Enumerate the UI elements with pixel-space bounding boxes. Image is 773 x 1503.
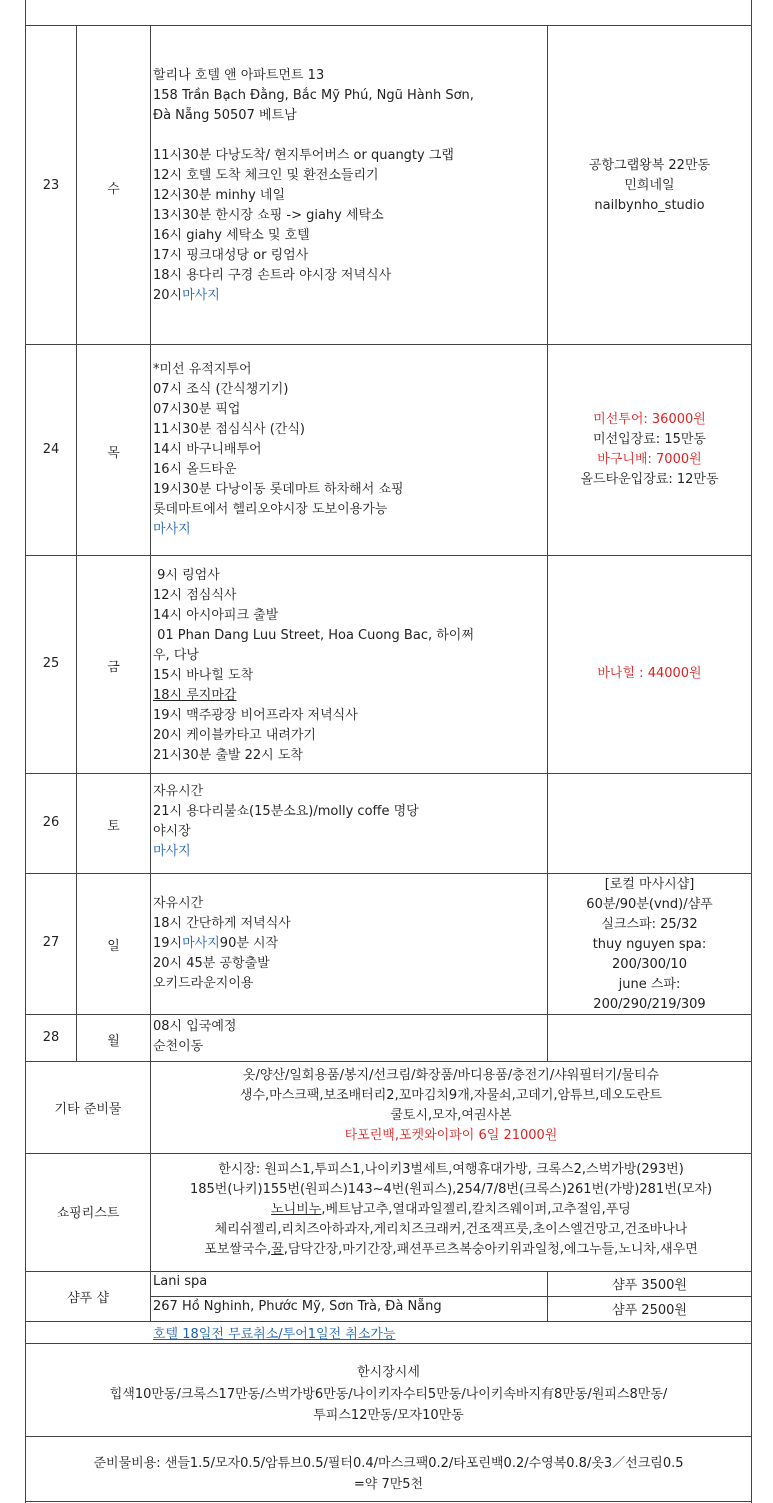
etc-list (151, 1066, 751, 1146)
line-text: 쿨토시,모자,여권사본 (390, 1108, 512, 1123)
line-text: 9시 링엄사 (153, 568, 220, 583)
text-line (153, 666, 474, 686)
line-text: 타포린백, (344, 1128, 399, 1143)
schedule-list (153, 66, 474, 306)
text-line (151, 1086, 751, 1106)
line-text: 07시30분 픽업 (153, 402, 241, 417)
line-text: 미선입장료: 15만동 (593, 432, 706, 447)
text-line (548, 410, 751, 430)
line-text: 야시장 (153, 824, 191, 839)
text-line (548, 895, 751, 915)
text-line (153, 1017, 236, 1037)
notes-list (548, 664, 751, 684)
line-text: 11시30분 다낭도착/ 현지투어버스 or quangty 그랩 (153, 148, 454, 163)
text-line (151, 1200, 751, 1220)
etc-label: 기타 준비물 (54, 1102, 122, 1117)
text-line (151, 1066, 751, 1086)
line-text: 포보쌀국수, (204, 1242, 272, 1257)
line-text: nailbynho_studio (594, 198, 705, 213)
shampoo-shop-name: Lani spa (153, 1274, 208, 1289)
text-line (153, 86, 474, 106)
text-line (548, 915, 751, 935)
line-text: 200/290/219/309 (593, 997, 706, 1012)
text-line (153, 954, 291, 974)
text-line (153, 706, 474, 726)
underlined-text: 노니비누 (271, 1202, 322, 1217)
day-number: 23 (42, 178, 60, 193)
line-text: 19시 (153, 936, 183, 951)
line-text: 20시 케이블카타고 내려가기 (153, 728, 316, 743)
line-text: 15시 바나힐 도착 (153, 668, 254, 683)
line-text: 공항그랩왕복 22만동 (588, 158, 711, 173)
day-number: 28 (42, 1030, 60, 1045)
schedule-list (153, 360, 404, 540)
line-text: 16시 올드타운 (153, 462, 237, 477)
text-line (153, 420, 404, 440)
massage-link-text: 마사지 (153, 844, 191, 859)
line-text: 바구니배: 7000원 (597, 452, 702, 467)
text-line (153, 400, 404, 420)
text-line (153, 606, 474, 626)
text-line (153, 500, 404, 520)
text-line (548, 470, 751, 490)
cancel-policy-link[interactable]: 호텔 18일전 무료취소/투어1일전 취소가능 (153, 1327, 396, 1342)
text-line (548, 176, 751, 196)
text-line (151, 1180, 751, 1200)
line-text: 14시 아시아피크 출발 (153, 608, 279, 623)
shopping-list (151, 1160, 751, 1260)
text-line (153, 380, 404, 400)
line-text: 할리나 호텔 앤 아파트먼트 13 (153, 68, 325, 83)
text-line (151, 1220, 751, 1240)
day-number: 26 (42, 815, 60, 830)
line-text: 자유시간 (153, 896, 204, 911)
text-line (153, 842, 419, 862)
massage-link-text: 마사지 (182, 288, 220, 303)
line-text: 오키드라운지이용 (153, 976, 254, 991)
text-line (153, 802, 419, 822)
shampoo-shop-address: 267 Hồ Nghinh, Phước Mỹ, Sơn Trà, Đà Nẵng (153, 1299, 442, 1314)
market-price-line: 힙색10만동/크록스17만동/스벅가방6만동/나이키자수티5만동/나이키속바지有8만동/원피스8만동/ (109, 1387, 668, 1402)
line-text: 18시 간단하게 저녁식사 (153, 916, 291, 931)
line-text: 200/300/10 (612, 957, 687, 972)
text-line (153, 520, 404, 540)
weekday: 금 (107, 660, 120, 675)
text-line (153, 566, 474, 586)
text-line (153, 586, 474, 606)
schedule-list (153, 894, 291, 994)
highlight-text: 포켓와이파이 6일 21000원 (399, 1128, 558, 1143)
schedule-list (153, 1017, 236, 1057)
schedule-list (153, 566, 474, 766)
text-line (548, 995, 751, 1015)
line-text: 20시 (153, 288, 183, 303)
text-line (151, 1240, 751, 1260)
text-line (153, 934, 291, 954)
line-text: 13시30분 한시장 쇼핑 -> giahy 세탁소 (153, 208, 384, 223)
text-line (548, 875, 751, 895)
market-price-title: 한시장시세 (357, 1365, 420, 1380)
line-text: ,담닥간장,마기간장,패션푸르츠복숭아키위과일청,에그누들,노니차,새우면 (283, 1242, 698, 1257)
text-line (153, 440, 404, 460)
market-price-line: 투피스12만동/모자10만동 (313, 1408, 464, 1423)
line-text: *미선 유적지투어 (153, 362, 252, 377)
text-line (153, 746, 474, 766)
text-line (153, 822, 419, 842)
line-text: 158 Trần Bạch Đằng, Bắc Mỹ Phú, Ngũ Hành Sơn, (153, 88, 474, 103)
notes-list (548, 875, 751, 1015)
line-text: ,베트남고추,열대과일젤리,칼치즈웨이퍼,고추절임,푸딩 (321, 1202, 631, 1217)
line-text: 11시30분 점심식사 (간식) (153, 422, 305, 437)
text-line (153, 206, 474, 226)
text-line (153, 1037, 236, 1057)
line-text: 08시 입국예정 (153, 1019, 237, 1034)
line-text: 우, 다낭 (153, 648, 199, 663)
text-line (153, 686, 474, 706)
text-line (153, 480, 404, 500)
text-line (153, 186, 474, 206)
schedule-list (153, 782, 419, 862)
line-text: 순천이동 (153, 1039, 204, 1054)
line-text: june 스파: (618, 977, 681, 992)
line-text: 14시 바구니배투어 (153, 442, 262, 457)
notes-list (548, 410, 751, 490)
line-text: 12시 점심식사 (153, 588, 237, 603)
text-line (151, 1106, 751, 1126)
line-text: 20시 45분 공항출발 (153, 956, 270, 971)
day-number: 24 (42, 442, 60, 457)
line-text: 미선투어: 36000원 (593, 412, 706, 427)
text-line (153, 266, 474, 286)
text-line (153, 246, 474, 266)
text-line (548, 450, 751, 470)
text-line (153, 914, 291, 934)
weekday: 수 (107, 182, 120, 197)
line-text: 12시30분 minhy 네일 (153, 188, 286, 203)
line-text: 18시 루지마감 (153, 688, 237, 703)
line-text: thuy nguyen spa: (592, 937, 707, 952)
line-text: 07시 조식 (간식챙기기) (153, 382, 289, 397)
text-line (153, 974, 291, 994)
text-line (153, 782, 419, 802)
text-line (153, 126, 474, 146)
weekday: 일 (107, 939, 120, 954)
weekday: 토 (107, 819, 120, 834)
text-line (153, 646, 474, 666)
line-text: 민희네일 (624, 178, 675, 193)
line-text: 옷/양산/일회용품/봉지/선크림/화장품/바디용품/충전기/샤워필터기/물티슈 (242, 1068, 660, 1083)
shopping-label: 쇼핑리스트 (56, 1206, 120, 1221)
massage-link-text: 마사지 (153, 522, 191, 537)
text-line (151, 1160, 751, 1180)
text-line (153, 66, 474, 86)
shampoo-price: 샴푸 2500원 (612, 1303, 687, 1318)
line-text: 90분 시작 (219, 936, 279, 951)
line-text: 21시 용다리불쇼(15분소요)/molly coffe 명당 (153, 804, 419, 819)
day-number: 25 (42, 656, 60, 671)
line-text: 12시 호텔 도착 체크인 및 환전소들리기 (153, 168, 379, 183)
text-line (153, 460, 404, 480)
line-text: 체리쉬젤리,리치즈아하과자,게리치즈크래커,건조잭프룻,초이스엘건망고,건조바나나 (214, 1222, 688, 1237)
text-line (153, 360, 404, 380)
line-text: 실크스파: 25/32 (601, 917, 698, 932)
text-line (153, 226, 474, 246)
text-line (153, 166, 474, 186)
text-line (153, 286, 474, 306)
line-text: 생수,마스크팩,보조배터리2,꼬마김치9개,자물쇠,고데기,암튜브,데오도란트 (239, 1088, 663, 1103)
text-line (548, 156, 751, 176)
weekday: 목 (107, 446, 120, 461)
day-number: 27 (42, 935, 60, 950)
text-line (548, 196, 751, 216)
line-text: 올드타운입장료: 12만동 (580, 472, 719, 487)
line-text: 바나힐 : 44000원 (597, 666, 702, 681)
text-line (548, 935, 751, 955)
line-text: 16시 giahy 세탁소 및 호텔 (153, 228, 310, 243)
text-line (153, 106, 474, 126)
line-text: [로컬 마사시샵] (604, 877, 695, 892)
underlined-text: 꿀 (271, 1242, 284, 1257)
line-text: 21시30분 출발 22시 도착 (153, 748, 303, 763)
weekday: 월 (107, 1034, 120, 1049)
notes-list (548, 156, 751, 216)
text-line (153, 726, 474, 746)
cost-line: =약 7만5천 (353, 1477, 424, 1492)
line-text: 한시장: 원피스1,투피스1,나이키3벌세트,여행휴대가방, 크록스2,스벅가방(293번) (218, 1162, 684, 1177)
line-text: 185번(나키)155번(원피스)143~4번(원피스),254/7/8번(크록스)261번(가방)281번(모자) (189, 1182, 713, 1197)
text-line (548, 955, 751, 975)
line-text: 18시 용다리 구경 손트라 야시장 저녁식사 (153, 268, 392, 283)
line-text: 자유시간 (153, 784, 204, 799)
line-text: 19시 맥주광장 비어프라자 저녁식사 (153, 708, 358, 723)
text-line (151, 1126, 751, 1146)
line-text: 01 Phan Dang Luu Street, Hoa Cuong Bac, 하이쩌 (153, 628, 474, 643)
line-text: Đà Nẵng 50507 베트남 (153, 108, 297, 123)
line-text: 19시30분 다낭이동 롯데마트 하차해서 쇼핑 (153, 482, 404, 497)
cost-line: 준비물비용: 샌들1.5/모자0.5/암튜브0.5/필터0.4/마스크팩0.2/타포린백0.2/수영복0.8/옷3／선크림0.5 (93, 1456, 684, 1471)
shampoo-label: 샴푸 샵 (67, 1291, 109, 1306)
line-text: 롯데마트에서 헬리오야시장 도보이용가능 (153, 502, 388, 517)
text-line (153, 626, 474, 646)
text-line (548, 430, 751, 450)
text-line (548, 975, 751, 995)
text-line (548, 664, 751, 684)
text-line (153, 146, 474, 166)
text-line (153, 894, 291, 914)
massage-link-text: 마사지 (182, 936, 220, 951)
shampoo-price: 샴푸 3500원 (612, 1278, 687, 1293)
line-text: 60분/90분(vnd)/샴푸 (586, 897, 713, 912)
line-text: 17시 핑크대성당 or 링엄사 (153, 248, 309, 263)
